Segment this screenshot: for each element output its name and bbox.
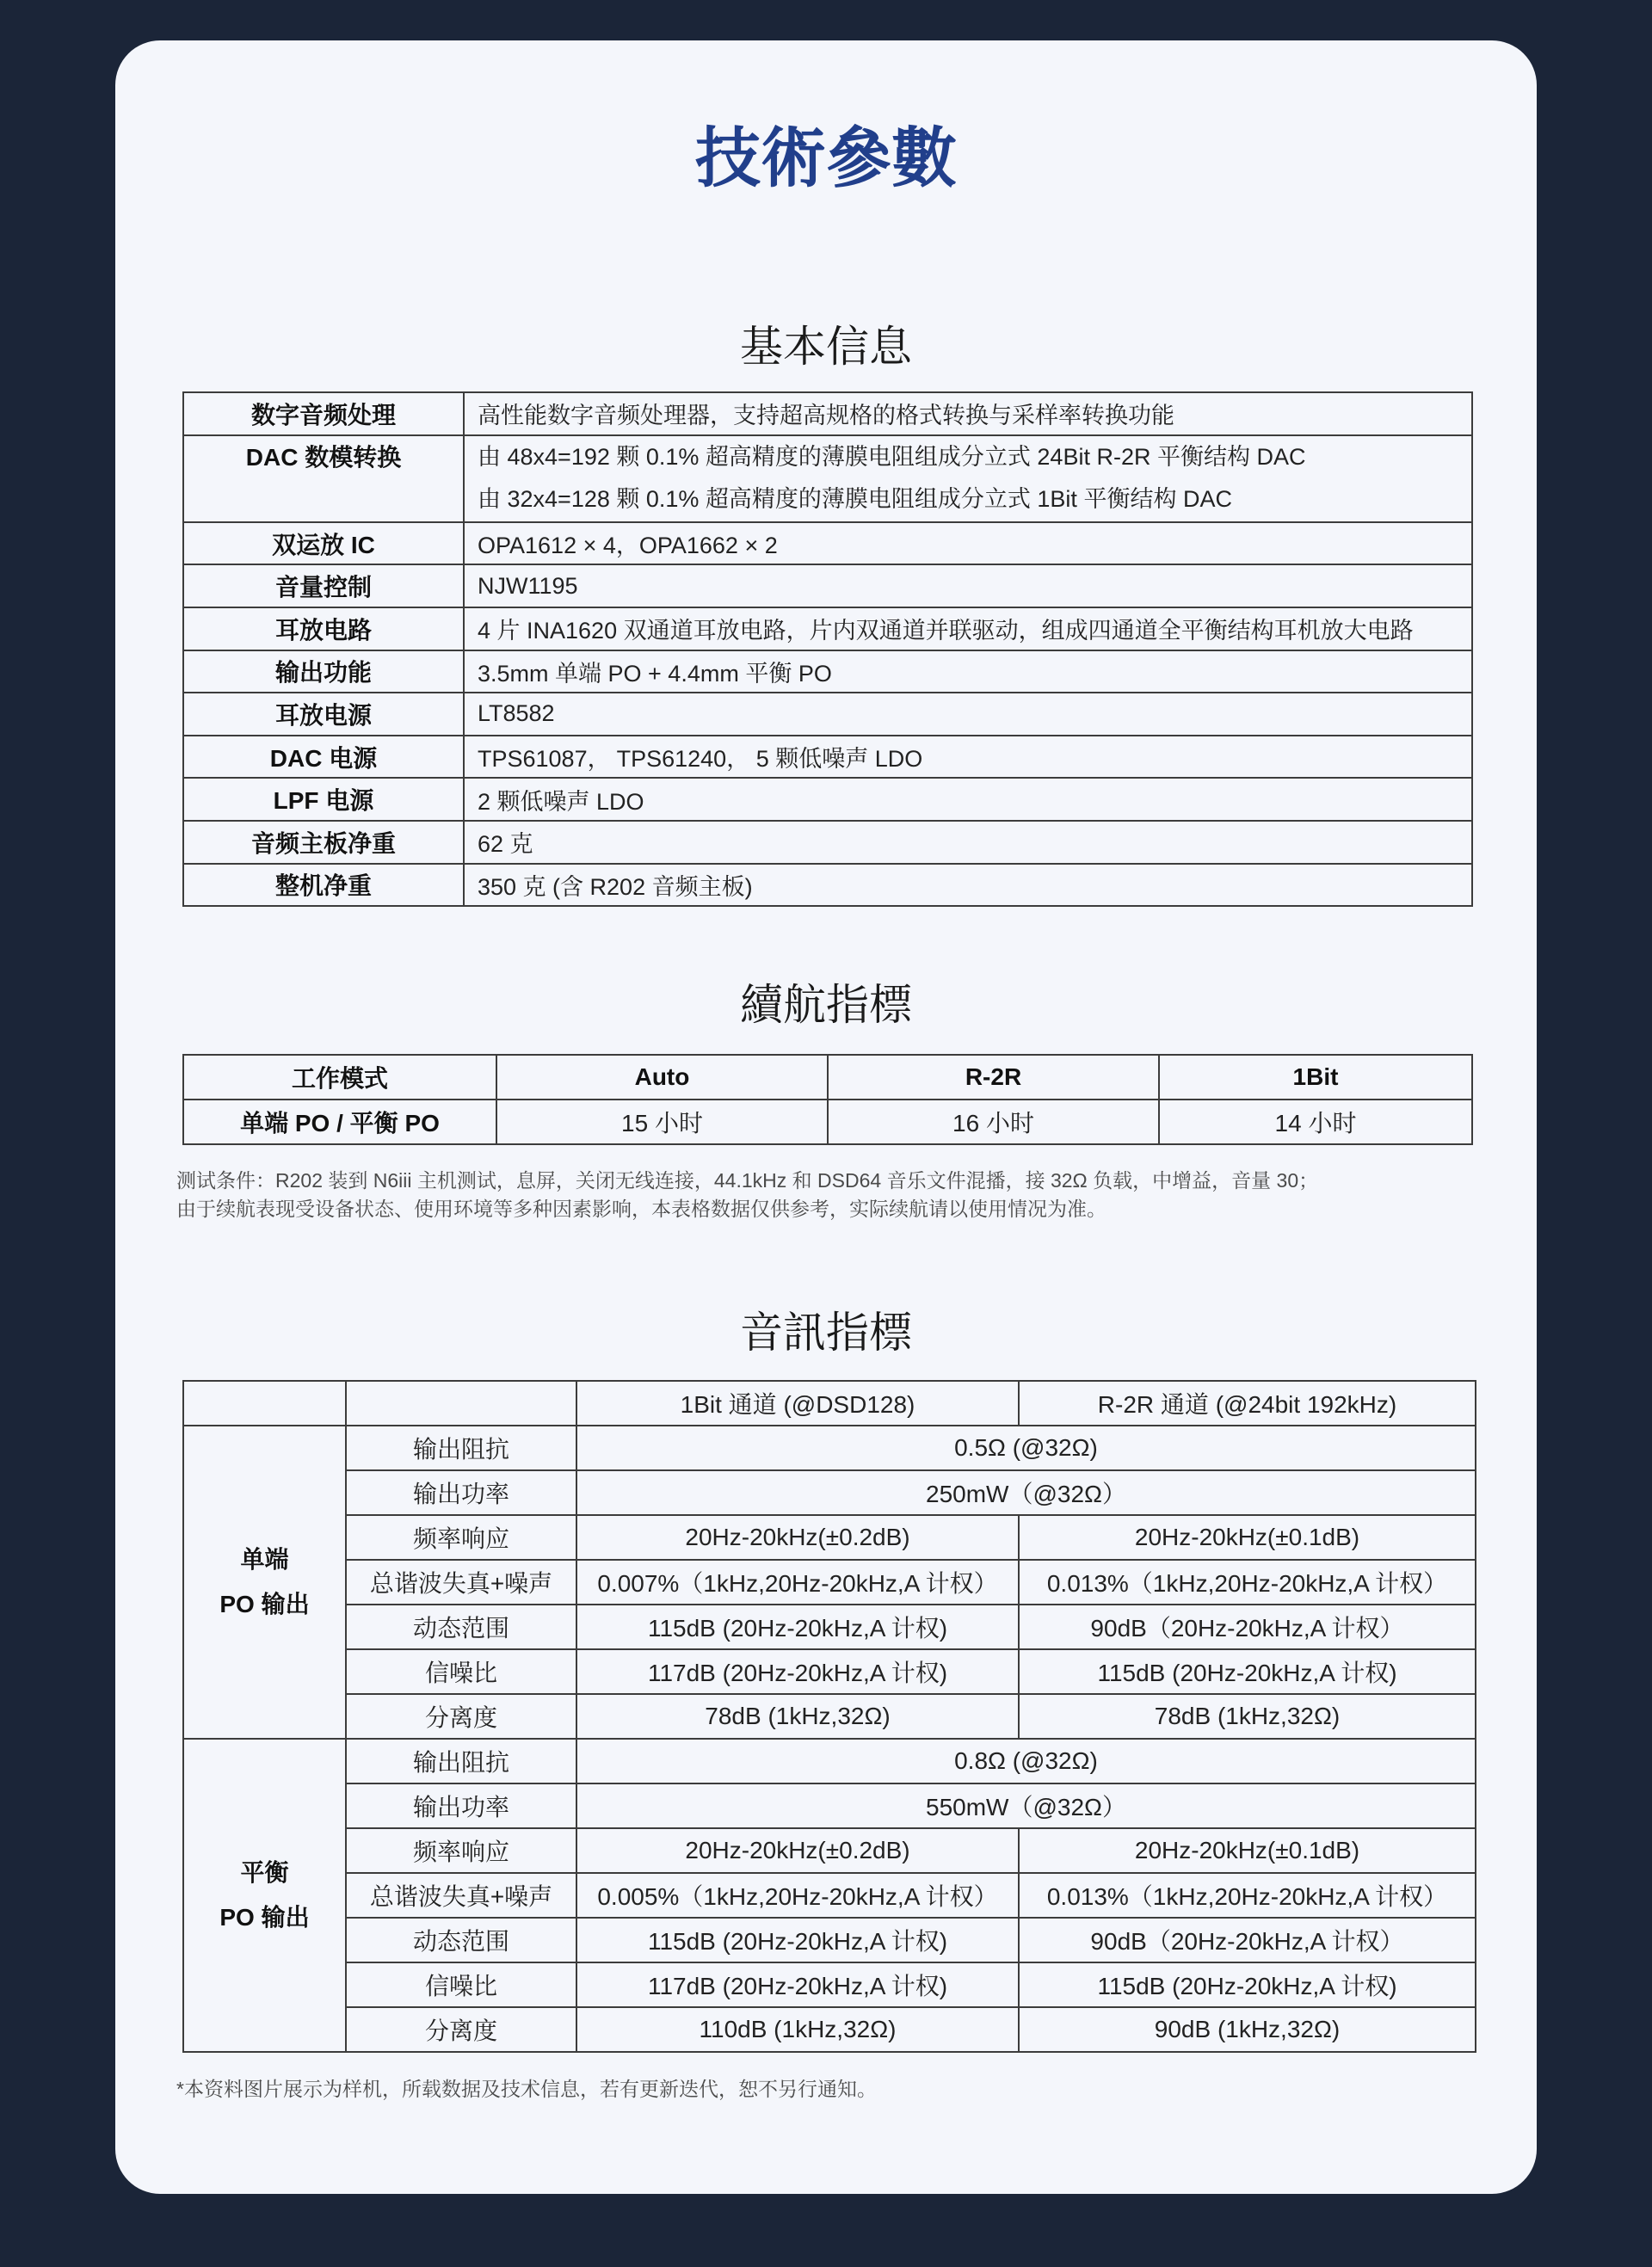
battery-note-line: 由于续航表现受设备状态、使用环境等多种因素影响，本表格数据仅供参考，实际续航请以使用情况为准。 <box>176 1198 1106 1220</box>
battery-header-mode: 工作模式 <box>183 1055 496 1100</box>
audio-row <box>183 1694 1476 1739</box>
audio-group-label-line: PO 输出 <box>219 1904 310 1931</box>
basic-info-value: 3.5mm 单端 PO + 4.4mm 平衡 PO <box>464 650 1472 693</box>
basic-info-row <box>183 650 1472 693</box>
battery-value-1bit: 14 小时 <box>1159 1100 1472 1144</box>
audio-row <box>183 1918 1476 1962</box>
battery-value-r2r: 16 小时 <box>828 1100 1159 1144</box>
audio-param-label: 输出阻抗 <box>346 1739 576 1783</box>
audio-header-empty <box>346 1381 576 1426</box>
audio-param-label: 动态范围 <box>346 1918 576 1962</box>
audio-value-1bit: 20Hz-20kHz(±0.2dB) <box>576 1828 1019 1873</box>
audio-value-r2r: 115dB (20Hz-20kHz,A 计权) <box>1019 1649 1476 1694</box>
audio-param-label: 输出功率 <box>346 1470 576 1515</box>
audio-group-label <box>183 1739 346 2052</box>
battery-row-label: 单端 PO / 平衡 PO <box>183 1100 496 1144</box>
audio-value-merged: 0.5Ω (@32Ω) <box>576 1426 1476 1470</box>
audio-value-r2r: 20Hz-20kHz(±0.1dB) <box>1019 1828 1476 1873</box>
audio-param-label: 频率响应 <box>346 1828 576 1873</box>
audio-value-r2r: 0.013%（1kHz,20Hz-20kHz,A 计权） <box>1019 1873 1476 1918</box>
audio-param-label: 分离度 <box>346 2007 576 2052</box>
basic-info-label: LPF 电源 <box>183 778 464 821</box>
basic-info-value: NJW1195 <box>464 564 1472 607</box>
battery-note-line: 测试条件：R202 装到 N6iii 主机测试，息屏，关闭无线连接，44.1kHz 和 DSD64 音乐文件混播，接 32Ω 负载，中增益，音量 30； <box>176 1169 1319 1192</box>
audio-value-1bit: 78dB (1kHz,32Ω) <box>576 1694 1019 1739</box>
audio-param-label: 动态范围 <box>346 1605 576 1649</box>
basic-info-value <box>464 435 1472 522</box>
basic-info-label: 输出功能 <box>183 650 464 693</box>
audio-value-1bit: 0.007%（1kHz,20Hz-20kHz,A 计权） <box>576 1560 1019 1605</box>
battery-data-row <box>183 1100 1472 1144</box>
basic-info-row <box>183 564 1472 607</box>
battery-header-1bit: 1Bit <box>1159 1055 1472 1100</box>
basic-info-row <box>183 435 1472 522</box>
audio-table <box>182 1380 1476 2053</box>
basic-info-row <box>183 778 1472 821</box>
basic-info-value-line: 由 32x4=128 颗 0.1% 超高精度的薄膜电阻组成分立式 1Bit 平衡结构 DAC <box>478 486 1232 513</box>
basic-info-label: DAC 数模转换 <box>183 435 464 522</box>
basic-info-row <box>183 693 1472 736</box>
audio-param-label: 信噪比 <box>346 1649 576 1694</box>
battery-header-auto: Auto <box>496 1055 828 1100</box>
basic-info-label: 双运放 IC <box>183 522 464 565</box>
audio-value-r2r: 0.013%（1kHz,20Hz-20kHz,A 计权） <box>1019 1560 1476 1605</box>
basic-info-label: 整机净重 <box>183 864 464 907</box>
audio-value-r2r: 78dB (1kHz,32Ω) <box>1019 1694 1476 1739</box>
footnote: *本资料图片展示为样机，所载数据及技术信息，若有更新迭代，恕不另行通知。 <box>176 2078 877 2100</box>
audio-row <box>183 1828 1476 1873</box>
basic-info-row <box>183 864 1472 907</box>
audio-value-1bit: 110dB (1kHz,32Ω) <box>576 2007 1019 2052</box>
battery-value-auto: 15 小时 <box>496 1100 828 1144</box>
basic-info-value: 高性能数字音频处理器，支持超高规格的格式转换与采样率转换功能 <box>464 392 1472 435</box>
audio-row <box>183 1605 1476 1649</box>
audio-group-label <box>183 1426 346 1739</box>
basic-info-value: 62 克 <box>464 821 1472 864</box>
audio-row <box>183 1426 1476 1470</box>
audio-group-label-line: PO 输出 <box>219 1591 310 1617</box>
audio-value-r2r: 90dB（20Hz-20kHz,A 计权） <box>1019 1918 1476 1962</box>
audio-param-label: 总谐波失真+噪声 <box>346 1873 576 1918</box>
basic-info-label: 耳放电源 <box>183 693 464 736</box>
audio-param-label: 信噪比 <box>346 1962 576 2007</box>
audio-value-1bit: 115dB (20Hz-20kHz,A 计权) <box>576 1605 1019 1649</box>
audio-value-merged: 550mW（@32Ω） <box>576 1783 1476 1828</box>
audio-header-r2r: R-2R 通道 (@24bit 192kHz) <box>1019 1381 1476 1426</box>
audio-row <box>183 1873 1476 1918</box>
audio-param-label: 输出功率 <box>346 1783 576 1828</box>
audio-param-label: 总谐波失真+噪声 <box>346 1560 576 1605</box>
audio-value-1bit: 115dB (20Hz-20kHz,A 计权) <box>576 1918 1019 1962</box>
battery-table <box>182 1054 1473 1145</box>
spec-card <box>115 40 1537 2194</box>
basic-info-label: 音频主板净重 <box>183 821 464 864</box>
basic-info-value: LT8582 <box>464 693 1472 736</box>
basic-info-label: 音量控制 <box>183 564 464 607</box>
audio-value-r2r: 20Hz-20kHz(±0.1dB) <box>1019 1515 1476 1560</box>
audio-row <box>183 1649 1476 1694</box>
basic-info-heading: 基本信息 <box>740 323 912 371</box>
basic-info-value: TPS61087， TPS61240， 5 颗低噪声 LDO <box>464 736 1472 779</box>
audio-row <box>183 2007 1476 2052</box>
basic-info-value-line: 由 48x4=192 颗 0.1% 超高精度的薄膜电阻组成分立式 24Bit R-2R 平衡结构 DAC <box>478 443 1306 470</box>
audio-value-1bit: 0.005%（1kHz,20Hz-20kHz,A 计权） <box>576 1873 1019 1918</box>
audio-value-merged: 250mW（@32Ω） <box>576 1470 1476 1515</box>
basic-info-value: OPA1612 × 4，OPA1662 × 2 <box>464 522 1472 565</box>
audio-value-r2r: 115dB (20Hz-20kHz,A 计权) <box>1019 1962 1476 2007</box>
audio-value-1bit: 20Hz-20kHz(±0.2dB) <box>576 1515 1019 1560</box>
audio-row <box>183 1515 1476 1560</box>
audio-row <box>183 1739 1476 1783</box>
basic-info-value: 2 颗低噪声 LDO <box>464 778 1472 821</box>
audio-param-label: 频率响应 <box>346 1515 576 1560</box>
basic-info-row <box>183 607 1472 650</box>
basic-info-value: 350 克 (含 R202 音频主板) <box>464 864 1472 907</box>
audio-param-label: 输出阻抗 <box>346 1426 576 1470</box>
basic-info-label: DAC 电源 <box>183 736 464 779</box>
audio-header-row <box>183 1381 1476 1426</box>
page-title: 技術參數 <box>695 122 957 195</box>
audio-row <box>183 1470 1476 1515</box>
audio-param-label: 分离度 <box>346 1694 576 1739</box>
audio-heading: 音訊指標 <box>740 1309 912 1357</box>
audio-value-1bit: 117dB (20Hz-20kHz,A 计权) <box>576 1962 1019 2007</box>
basic-info-row <box>183 736 1472 779</box>
battery-header-r2r: R-2R <box>828 1055 1159 1100</box>
audio-value-r2r: 90dB（20Hz-20kHz,A 计权） <box>1019 1605 1476 1649</box>
audio-value-1bit: 117dB (20Hz-20kHz,A 计权) <box>576 1649 1019 1694</box>
audio-group-label-line: 单端 <box>240 1546 289 1573</box>
basic-info-label: 耳放电路 <box>183 607 464 650</box>
audio-group-label-line: 平衡 <box>240 1859 289 1886</box>
audio-value-merged: 0.8Ω (@32Ω) <box>576 1739 1476 1783</box>
battery-header-row <box>183 1055 1472 1100</box>
basic-info-value: 4 片 INA1620 双通道耳放电路，片内双通道并联驱动，组成四通道全平衡结构耳机放大电路 <box>464 607 1472 650</box>
basic-info-label: 数字音频处理 <box>183 392 464 435</box>
audio-row <box>183 1962 1476 2007</box>
battery-heading: 續航指標 <box>740 981 912 1029</box>
audio-header-empty <box>183 1381 346 1426</box>
audio-header-1bit: 1Bit 通道 (@DSD128) <box>576 1381 1019 1426</box>
audio-value-r2r: 90dB (1kHz,32Ω) <box>1019 2007 1476 2052</box>
basic-info-table <box>182 391 1473 907</box>
battery-notes <box>176 1167 1318 1223</box>
audio-row <box>183 1560 1476 1605</box>
basic-info-row <box>183 392 1472 435</box>
audio-row <box>183 1783 1476 1828</box>
basic-info-row <box>183 821 1472 864</box>
basic-info-row <box>183 522 1472 565</box>
